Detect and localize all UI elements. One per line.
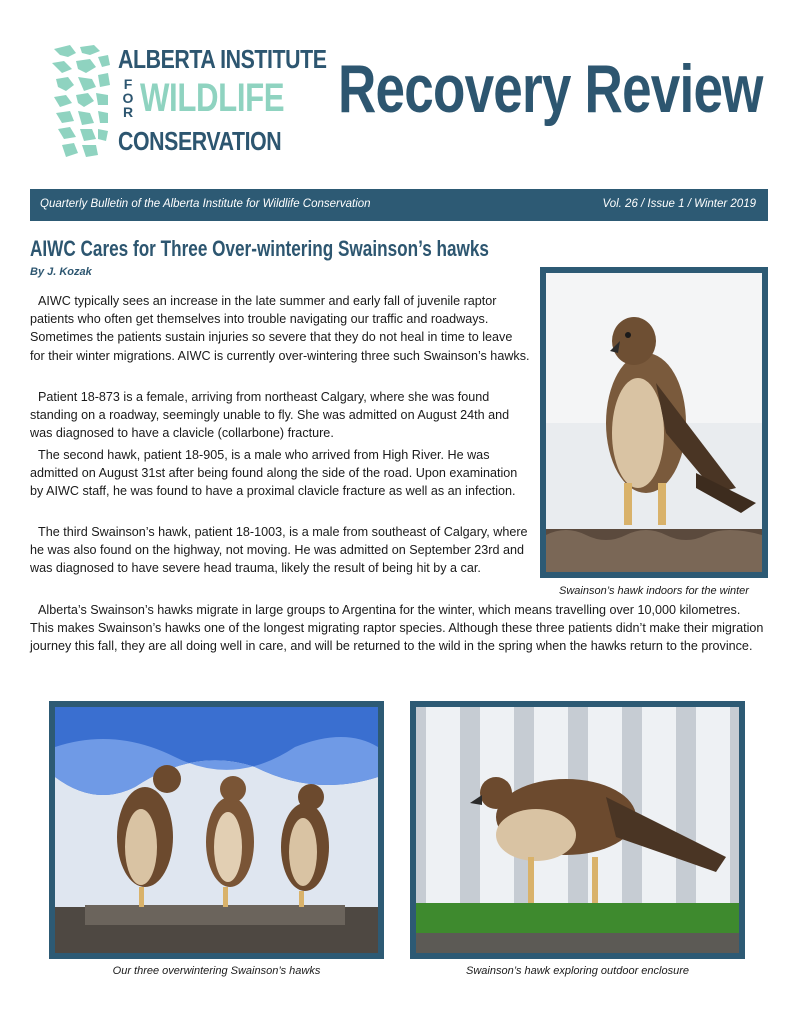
photo-hawk-indoors [540,267,768,578]
hawk-indoors-image [546,273,762,572]
hawk-outdoor-image [416,707,739,953]
organization-logo-text [118,44,327,164]
article-paragraph-2: Patient 18-873 is a female, arriving from northeast Calgary, where she was found standing on a roadway, seemingly unable to fly. She was admitted on August 24th and was diagnosed to have a clavicle (collarbone) fracture. [30,390,510,441]
caption-hawk-indoors: Swainson’s hawk indoors for the winter [559,585,749,597]
logo-for: F O R [122,76,134,120]
article-paragraph-3: The second hawk, patient 18-905, is a male who arrived from High River. He was admitted on August 31st after being found along the side of the road. Upon examination by AIWC staff, he was found to have a proximal clavicle fracture as well as an infection. [30,448,518,499]
banner-subtitle: Quarterly Bulletin of the Alberta Institute for Wildlife Conservation [40,198,371,210]
article-byline: By J. Kozak [30,266,92,278]
logo-line-1: ALBERTA INSTITUTE [118,44,327,74]
logo-line-3: CONSERVATION [118,126,282,156]
logo-line-2: WILDLIFE [140,76,285,120]
caption-three-hawks: Our three overwintering Swainson’s hawks [112,965,321,977]
three-hawks-image [55,707,378,953]
photo-hawk-outdoor [410,701,745,959]
article-paragraph-1: AIWC typically sees an increase in the late summer and early fall of juvenile raptor patients who often get themselves into trouble navigating our traffic and roadways. Sometimes the patients sustain injuries so severe that they do not heal in time to leave for their winter migrations. AIWC is currently over-wintering three such Swainson’s hawks. [30,294,530,363]
article-paragraph-5: Alberta’s Swainson’s hawks migrate in large groups to Argentina for the winter, which means travelling over 10,000 kilometres. This makes Swainson’s hawks one of the longest migrating raptor species. Although these three patients didn’t make their migration journey this fall, they are all doing well in care, and will be returned to the wild in the spring when the hawks return to the province. [30,603,764,654]
article-paragraph-4: The third Swainson’s hawk, patient 18-1003, is a male from southeast of Calgary, where he was also found on the highway, not moving. He was admitted on September 23rd and was diagnosed to have severe head trauma, likely the result of being hit by a car. [30,525,528,576]
issue-banner [30,189,768,221]
photo-three-hawks [49,701,384,959]
caption-hawk-outdoor: Swainson’s hawk exploring outdoor enclosure [466,965,689,977]
logo-animal-icon [50,43,112,161]
masthead-title: Recovery Review [338,51,763,127]
banner-issue: Vol. 26 / Issue 1 / Winter 2019 [602,198,756,210]
article-headline: AIWC Cares for Three Over-wintering Swainson’s hawks [30,236,489,261]
